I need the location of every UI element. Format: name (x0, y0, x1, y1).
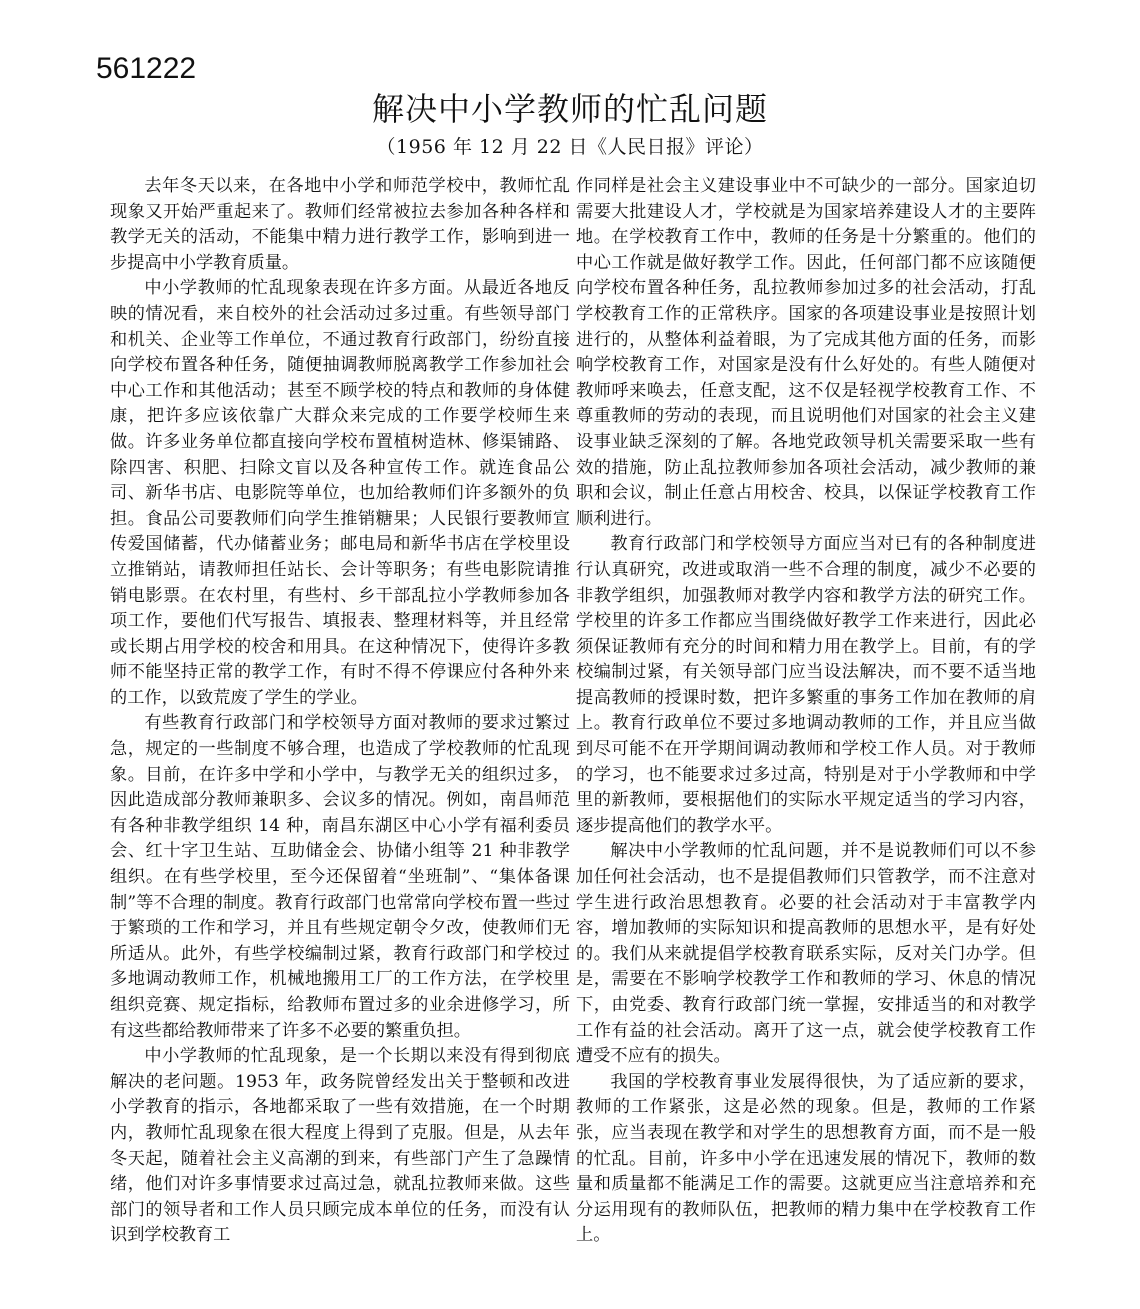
paragraph: 中小学教师的忙乱现象，是一个长期以来没有得到彻底解决的老问题。1953 年，政务院曾经发出关于整顿和改进小学教育的指示，各地都采取了一些有效措施，在一个时期内，教师忙乱现象在很大程度上得到了克服。但是，从去年冬天起，随着社会主义高潮的到来，有些部门产生了急躁情绪，他们对许多事情要求过高过急，就乱拉教师来做。这些部门的领导者和工作人员只顾完成本单位的任务，而没有认识到学校教育工 (110, 1046, 570, 1246)
paragraph: 去年冬天以来，在各地中小学和师范学校中，教师忙乱现象又开始严重起来了。教师们经常被拉去参加各种各样和教学无关的活动，不能集中精力进行教学工作，影响到进一步提高中小学教育质量。 (110, 176, 570, 273)
paragraph: 中小学教师的忙乱现象表现在许多方面。从最近各地反映的情况看，来自校外的社会活动过多过重。有些领导部门和机关、企业等工作单位，不通过教育行政部门，纷纷直接向学校布置各种任务，随便抽调教师脱离教学工作参加社会中心工作和其他活动；甚至不顾学校的特点和教师的身体健康，把许多应该依靠广大群众来完成的工作要学校师生来做。许多业务单位都直接向学校布置植树造林、修渠铺路、除四害、积肥、扫除文盲以及各种宣传工作。就连食品公司、新华书店、电影院等单位，也加给教师们许多额外的负担。食品公司要教师们向学生推销糖果；人民银行要教师宣传爱国储蓄，代办储蓄业务；邮电局和新华书店在学校里设立推销站，请教师担任站长、会计等职务；有些电影院请推销电影票。在农村里，有些村、乡干部乱拉小学教师参加各项工作，要他们代写报告、填报表、整理材料等，并且经常或长期占用学校的校舍和用具。在这种情况下，使得许多教师不能坚持正常的教学工作，有时不得不停课应付各种外来的工作，以致荒废了学生的学业。 (110, 278, 570, 708)
paragraph: 有些教育行政部门和学校领导方面对教师的要求过繁过急，规定的一些制度不够合理，也造成了学校教师的忙乱现象。目前，在许多中学和小学中，与教学无关的组织过多，因此造成部分教师兼职多、会议多的情况。例如，南昌师范有各种非教学组织 14 种，南昌东湖区中心小学有福利委员会、红十字卫生站、互助储金会、协储小组等 21 种非教学组织。在有些学校里，至今还保留着“坐班制”、“集体备课制”等不合理的制度。教育行政部门也常常向学校布置一些过于繁琐的工作和学习，并且有些规定朝令夕改，使教师们无所适从。此外，有些学校编制过紧，教育行政部门和学校过多地调动教师工作，机械地搬用工厂的工作方法，在学校里组织竞赛、规定指标，给教师布置过多的业余进修学习，所有这些都给教师带来了许多不必要的繁重负担。 (110, 713, 570, 1041)
paragraph: 教育行政部门和学校领导方面应当对已有的各种制度进行认真研究，改进或取消一些不合理的制度，减少不必要的非教学组织，加强教师对教学内容和教学方法的研究工作。学校里的许多工作都应当围绕做好教学工作来进行，因此必须保证教师有充分的时间和精力用在教学上。目前，有的学校编制过紧，有关领导部门应当设法解决，而不要不适当地提高教师的授课时数，把许多繁重的事务工作加在教师的肩上。教育行政单位不要过多地调动教师的工作，并且应当做到尽可能不在开学期间调动教师和学校工作人员。对于教师的学习，也不能要求过多过高，特别是对于小学教师和中学里的新教师，要根据他们的实际水平规定适当的学习内容，逐步提高他们的教学水平。 (576, 534, 1036, 836)
right-column (576, 174, 1036, 1249)
left-column (110, 174, 570, 1249)
paragraph: 我国的学校教育事业发展得很快，为了适应新的要求，教师的工作紧张，这是必然的现象。但是，教师的工作紧张，应当表现在教学和对学生的思想教育方面，而不是一般的忙乱。目前，许多中小学在迅速发展的情况下，教师的数量和质量都不能满足工作的需要。这就更应当注意培养和充分运用现有的教师队伍，把教师的精力集中在学校教育工作上。 (576, 1071, 1036, 1246)
article-title: 解决中小学教师的忙乱问题 (371, 90, 768, 128)
paragraph-continued: 作同样是社会主义建设事业中不可缺少的一部分。国家迫切需要大批建设人才，学校就是为国家培养建设人才的主要阵地。在学校教育工作中，教师的任务是十分繁重的。他们的中心工作就是做好教学工作。因此，任何部门都不应该随便向学校布置各种任务，乱拉教师参加过多的社会活动，打乱学校教育工作的正常秩序。国家的各项建设事业是按照计划进行的，从整体利益着眼，为了完成其他方面的任务，而影响学校教育工作，对国家是没有什么好处的。有些人随便对教师呼来唤去，任意支配，这不仅是轻视学校教育工作、不尊重教师的劳动的表现，而且说明他们对国家的社会主义建设事业缺乏深刻的了解。各地党政领导机关需要采取一些有效的措施，防止乱拉教师参加各项社会活动，减少教师的兼职和会议，制止任意占用校舍、校具，以保证学校教育工作顺利进行。 (576, 176, 1036, 529)
document-id: 561222 (96, 52, 197, 85)
paragraph: 解决中小学教师的忙乱问题，并不是说教师们可以不参加任何社会活动，也不是提倡教师们只管教学，而不注意对学生进行政治思想教育。必要的社会活动对于丰富教学内容，增加教师的实际知识和提高教师的思想水平，是有好处的。我们从来就提倡学校教育联系实际，反对关门办学。但是，需要在不影响学校教学工作和教师的学习、休息的情况下，由党委、教育行政部门统一掌握，安排适当的和对教学工作有益的社会活动。离开了这一点，就会使学校教育工作遭受不应有的损失。 (576, 841, 1036, 1067)
article-subtitle: （1956 年 12 月 22 日《人民日报》评论） (376, 136, 764, 158)
